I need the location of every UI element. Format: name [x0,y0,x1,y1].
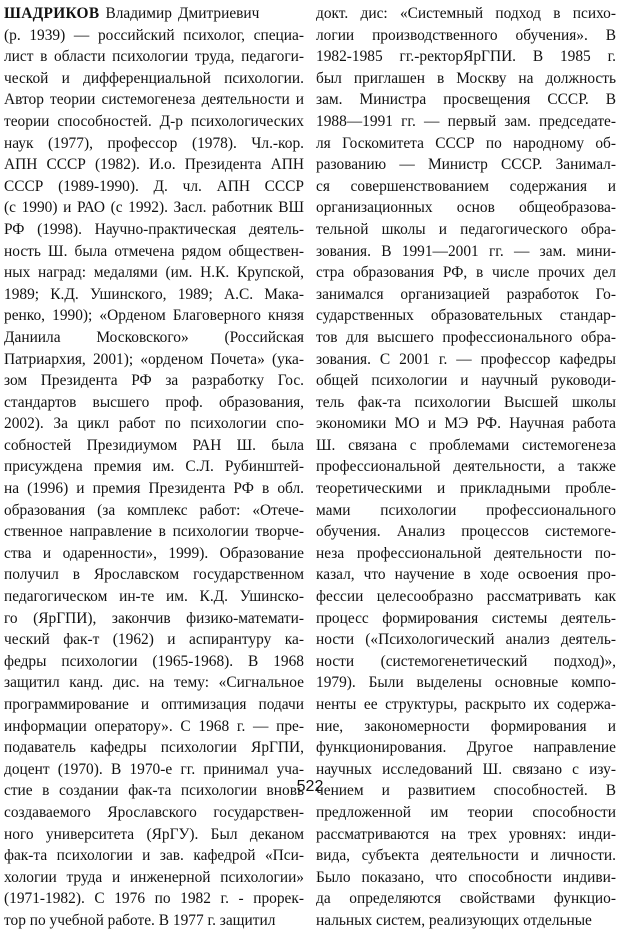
page-number: 522 [296,778,324,795]
text-line: программирование и оптимизация подачи [4,696,304,713]
text-line: ческий фак-т (1962) и аспирантуру ка- [4,631,304,649]
text-line: ных наград: медалями (им. Н.К. Крупской, [4,264,304,282]
text-line: разованию — Министр СССР. Занимал- [316,156,616,174]
text-line: фессии целесообразно рассматривать как [316,588,616,606]
text-line [4,3,304,25]
text-line: 1989; К.Д. Ушинского, 1989; А.С. Мака- [4,285,304,303]
text-line: ся совершенствованием содержания и [316,177,616,195]
text-line: зам. Министра просвещения СССР. В [316,91,616,109]
text-line: Даниила Московского» (Российская [4,328,304,346]
text-line: тор по учебной работе. В 1977 г. защитил [4,911,276,929]
text-line: тель фак-та психологии Высшей школы [316,393,616,411]
text-line: хологии труда и инженерной психологии» [4,868,304,886]
text-line: Патриархия, 2001); «орденом Почета» (ука- [4,350,304,368]
text-line: рассматриваются на трех уровнях: инди- [316,825,616,843]
text-line: Ш. связана с проблемами системогенеза [316,436,616,454]
text-line: стие в создании фак-та психологии вновь [4,782,304,800]
text-line: сударственных образовательных стандар- [316,307,616,325]
text-line: наук (1977), профессор (1978). Чл.-кор. [4,134,304,152]
text-line: функционирования. Другое направление [316,739,616,757]
text-line: да определяются свойствами функцио- [316,890,616,908]
text-line: докт. дис: «Системный подход в психо- [316,5,616,22]
text-line: доцент (1970). В 1970-е гг. принимал уча- [4,760,304,778]
text-line: образования (за комплекс работ: «Отече- [4,501,304,519]
text-line: (р. 1939) — российский психолог, специа- [4,26,304,44]
text-line: казал, что научение в ходе освоения про- [316,566,616,584]
text-line: профессиональной деятельности, а также [316,458,616,476]
text-line: собностей Президиумом РАН Ш. была [4,436,304,454]
text-line: ного университета (ЯрГУ). Был деканом [4,825,304,843]
text-line: ности («Психологический анализ деятель- [316,631,616,649]
text-line: общей психологии и научный руководи- [316,372,616,390]
text-line: ля Госкомитета СССР по народному об- [316,134,616,152]
text-line: подаватель кафедры психологии ЯрГПИ, [4,739,304,757]
text-line: теоретическими и прикладными пробле- [316,480,616,498]
text-line: ние, закономерности формирования и [316,717,616,735]
text-line: РФ (1998). Научно-практическая деятель- [4,220,304,238]
text-line: ность Ш. была отмечена рядом обществен- [4,242,304,260]
text-line: 1982-1985 гг.-ректорЯрГПИ. В 1985 г. [316,48,616,66]
text-line: обучения. Анализ процессов системоге- [316,523,616,541]
text-line: АПН СССР (1982). И.о. Президента АПН [4,156,304,174]
text-line: создаваемого Ярославского государствен- [4,803,304,821]
text-line: теории способностей. Д-р психологических [4,112,304,130]
text-line: (с 1990) и РАО (с 1992). Засл. работник ВШ [4,199,304,217]
text-line: информации оператору». С 1968 г. — пре- [4,717,304,735]
text-line: тов для высшего профессионального обра- [316,328,616,346]
text-line: 1979). Были выделены основные компо- [316,674,616,692]
text-line: Автор теории системогенеза деятельности и [4,91,304,109]
text-line: ренко, 1990); «Орденом Благоверного князя [4,307,304,325]
text-line: неза профессиональной деятельности по- [316,544,616,562]
text-line: ственное направление в психологии творче- [4,523,304,541]
text-line: зом Президента РФ за разработку Гос. [4,372,304,390]
text-line: фак-та психологии и зав. кафедрой «Пси- [4,847,304,865]
text-line: был приглашен в Москву на должность [316,69,616,87]
text-line: федры психологии (1965-1968). В 1968 [4,652,304,670]
headword-name: Владимир Дмитриевич [99,5,260,22]
text-line: ненты ее структуры, раскрыто их содержа- [316,696,616,713]
text-line: зования. С 2001 г. — профессор кафедры [316,350,616,368]
text-line: лист в области психологии труда, педагоги- [4,48,304,66]
text-line: ческой и дифференциальной психологии. [4,69,304,87]
text-line: стра образования РФ, в числе прочих дел [316,264,616,282]
text-line: ства и одаренности», 1999). Образование [4,544,304,562]
text-line: экономики МО и МЭ РФ. Научная работа [316,415,616,433]
text-line: организационных основ общеобразова- [316,199,616,217]
text-line: нальных систем, реализующих отдельные [316,911,592,929]
text-line: го (ЯрГПИ), закончив физико-математи- [4,609,304,627]
text-line: предложенной им теории способности [316,803,616,821]
entry-headword: ШАДРИКОВ [4,5,100,22]
text-line: 1988—1991 гг. — первый зам. председате- [316,112,616,130]
text-line: вида, субъекта деятельности и личности. [316,847,616,865]
text-line: логии производственного обучения». В [316,26,616,44]
text-line: присуждена премия им. С.Л. Рубинштей- [4,458,304,476]
text-line: процесс формирования системы деятель- [316,609,616,627]
text-line: научных исследований Ш. связано с изу- [316,760,616,778]
text-line: мами психологии профессионального [316,501,616,519]
text-line: занимался организацией разработок Го- [316,285,616,303]
text-line: ности (системогенетический подход)», [316,652,616,670]
text-line: на (1996) и премия Президента РФ в обл. [4,480,304,498]
text-line: Было показано, что способности индиви- [316,868,616,886]
text-line: зования. В 1991—2001 гг. — зам. мини- [316,242,616,260]
text-line: (1971-1982). С 1976 по 1982 г. - прорек- [4,890,304,908]
text-line: тельной школы и педагогического обра- [316,220,616,238]
text-line: чением и развитием способностей. В [316,782,616,800]
text-line: 2002). За цикл работ по психологии спо- [4,415,304,433]
text-line: стандартов высшего проф. образования, [4,393,304,411]
text-line: СССР (1989-1990). Д. чл. АПН СССР [4,177,304,195]
text-line: педагогическом ин-те им. К.Д. Ушинско- [4,588,304,606]
text-line: получил в Ярославском государственном [4,566,304,584]
text-line: защитил канд. дис. на тему: «Сигнальное [4,674,304,692]
